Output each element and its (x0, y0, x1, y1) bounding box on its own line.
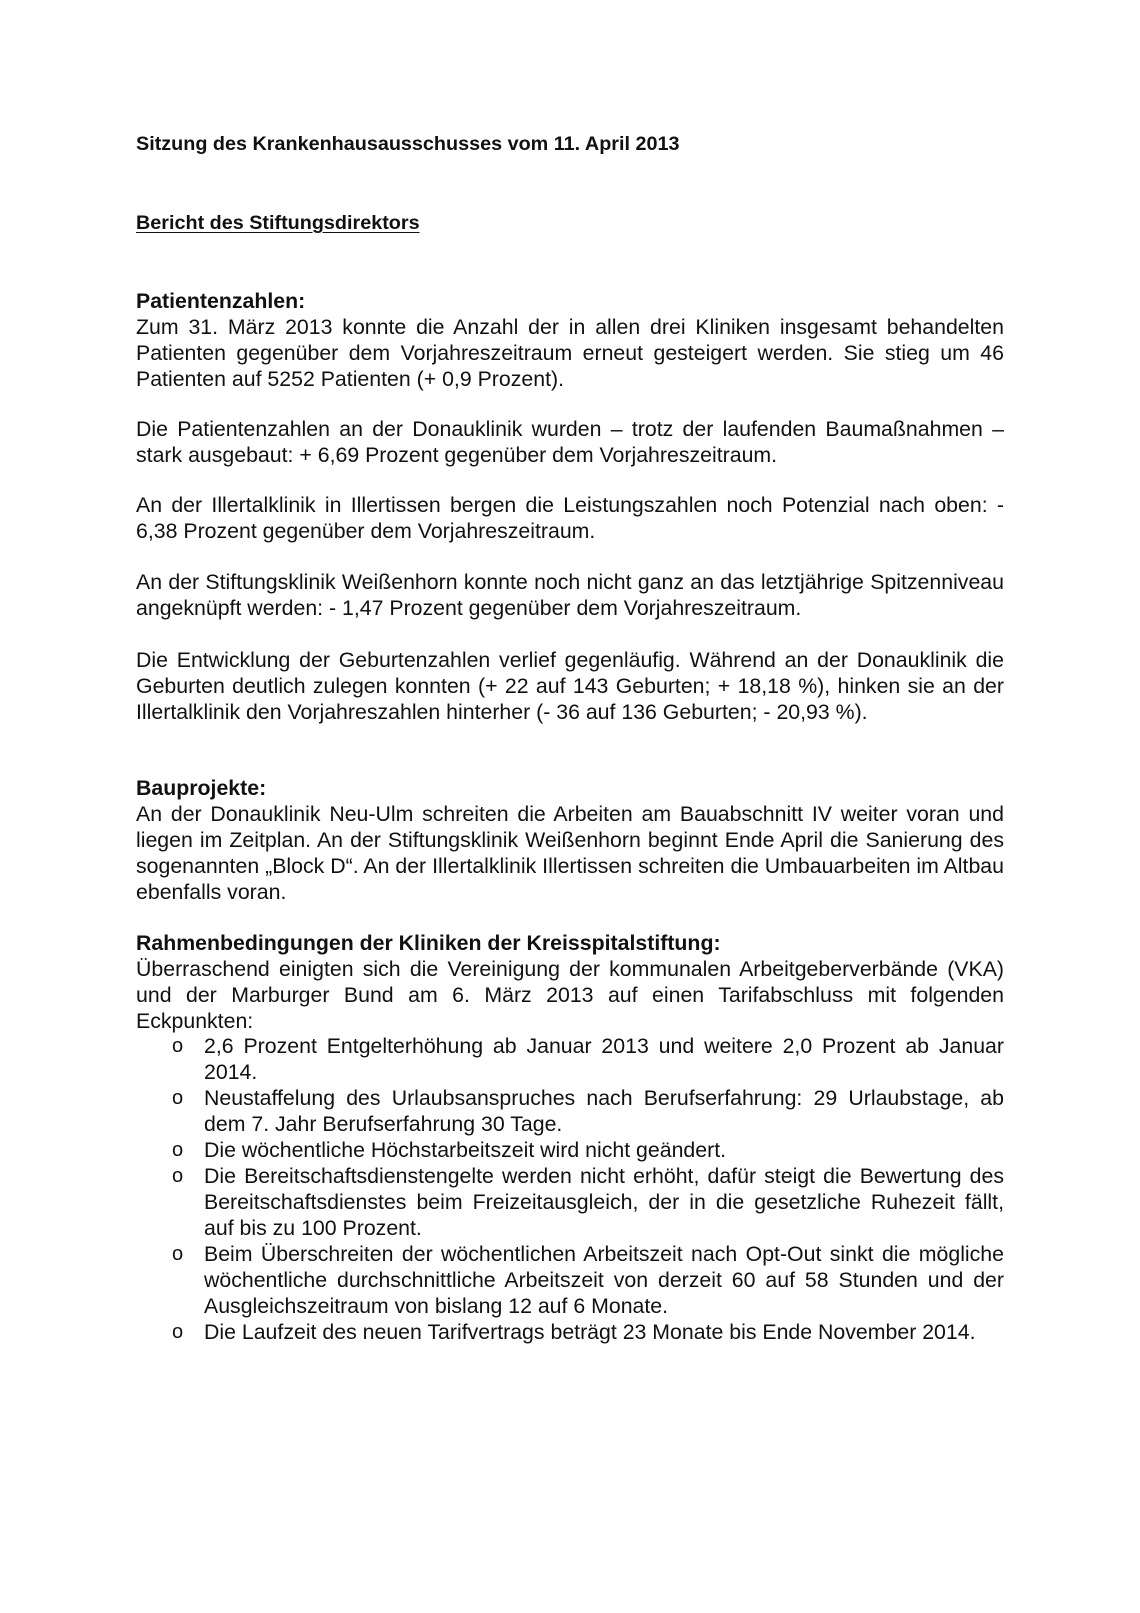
document-title: Sitzung des Krankenhausausschusses vom 11. April 2013 (136, 133, 680, 155)
bullet-text: Die Bereitschaftsdienstengelte werden nicht erhöht, dafür steigt die Bewertung des Bereitschaftsdienstes beim Freizeitausgleich, der in die gesetzliche Ruhezeit fällt, auf bis zu 100 Prozent. (204, 1164, 1004, 1240)
list-item (136, 1033, 1004, 1085)
list-item (136, 1137, 1004, 1163)
bullet-text: Neustaffelung des Urlaubsanspruches nach Berufserfahrung: 29 Urlaubstage, ab dem 7. Jahr Berufserfahrung 30 Tage. (204, 1086, 1004, 1136)
list-item (136, 1085, 1004, 1137)
bullet-text: Die wöchentliche Höchstarbeitszeit wird nicht geändert. (204, 1138, 727, 1162)
bullet-text: Die Laufzeit des neuen Tarifvertrags beträgt 23 Monate bis Ende November 2014. (204, 1320, 976, 1344)
document-subtitle: Bericht des Stiftungsdirektors (136, 212, 420, 234)
section-heading-framework: Rahmenbedingungen der Kliniken der Kreisspitalstiftung: (136, 931, 721, 955)
paragraph-stiftungsklinik: An der Stiftungsklinik Weißenhorn konnte noch nicht ganz an das letztjährige Spitzenniveau angeknüpft werden: - 1,47 Prozent gegenüber dem Vorjahreszeitraum. (136, 570, 1004, 620)
paragraph-construction: An der Donauklinik Neu-Ulm schreiten die Arbeiten am Bauabschnitt IV weiter voran und liegen im Zeitplan. An der Stiftungsklinik Weißenhorn beginnt Ende April die Sanierung des sogenannten „Block D“. An der Illertalklinik Illertissen schreiten die Umbauarbeiten im Altbau ebenfalls voran. (136, 802, 1004, 904)
bullet-circle-icon: o (172, 1243, 184, 1265)
bullet-text: 2,6 Prozent Entgelterhöhung ab Januar 2013 und weitere 2,0 Prozent ab Januar 2014. (204, 1034, 1004, 1084)
bullet-circle-icon: o (172, 1035, 184, 1057)
section-heading-patients: Patientenzahlen: (136, 289, 306, 313)
bullet-circle-icon: o (172, 1165, 184, 1187)
bullet-circle-icon: o (172, 1321, 184, 1343)
paragraph-illertalklinik: An der Illertalklinik in Illertissen bergen die Leistungszahlen noch Potenzial nach oben: - 6,38 Prozent gegenüber dem Vorjahreszeitraum. (136, 493, 1004, 543)
list-item (136, 1319, 1004, 1345)
bullet-text: Beim Überschreiten der wöchentlichen Arbeitszeit nach Opt-Out sinkt die mögliche wöchentliche durchschnittliche Arbeitszeit von derzeit 60 auf 58 Stunden und der Ausgleichszeitraum von bislang 12 auf 6 Monate. (204, 1242, 1004, 1318)
bullet-circle-icon: o (172, 1139, 184, 1161)
paragraph-patients-total: Zum 31. März 2013 konnte die Anzahl der in allen drei Kliniken insgesamt behandelten Patienten gegenüber dem Vorjahreszeitraum erneut gesteigert werden. Sie stieg um 46 Patienten auf 5252 Patienten (+ 0,9 Prozent). (136, 315, 1004, 391)
section-heading-construction: Bauprojekte: (136, 776, 267, 800)
paragraph-framework: Überraschend einigten sich die Vereinigung der kommunalen Arbeitgeberverbände (VKA) und der Marburger Bund am 6. März 2013 auf einen Tarifabschluss mit folgenden Eckpunkten: (136, 957, 1004, 1033)
list-item (136, 1163, 1004, 1241)
bullet-circle-icon: o (172, 1087, 184, 1109)
list-item (136, 1241, 1004, 1319)
paragraph-donauklinik: Die Patientenzahlen an der Donauklinik wurden – trotz der laufenden Baumaßnahmen – stark ausgebaut: + 6,69 Prozent gegenüber dem Vorjahreszeitraum. (136, 417, 1004, 467)
bullet-list (136, 1033, 1004, 1345)
paragraph-births: Die Entwicklung der Geburtenzahlen verlief gegenläufig. Während an der Donauklinik die Geburten deutlich zulegen konnten (+ 22 auf 143 Geburten; + 18,18 %), hinken sie an der Illertalklinik den Vorjahreszahlen hinterher (- 36 auf 136 Geburten; - 20,93 %). (136, 648, 1004, 724)
